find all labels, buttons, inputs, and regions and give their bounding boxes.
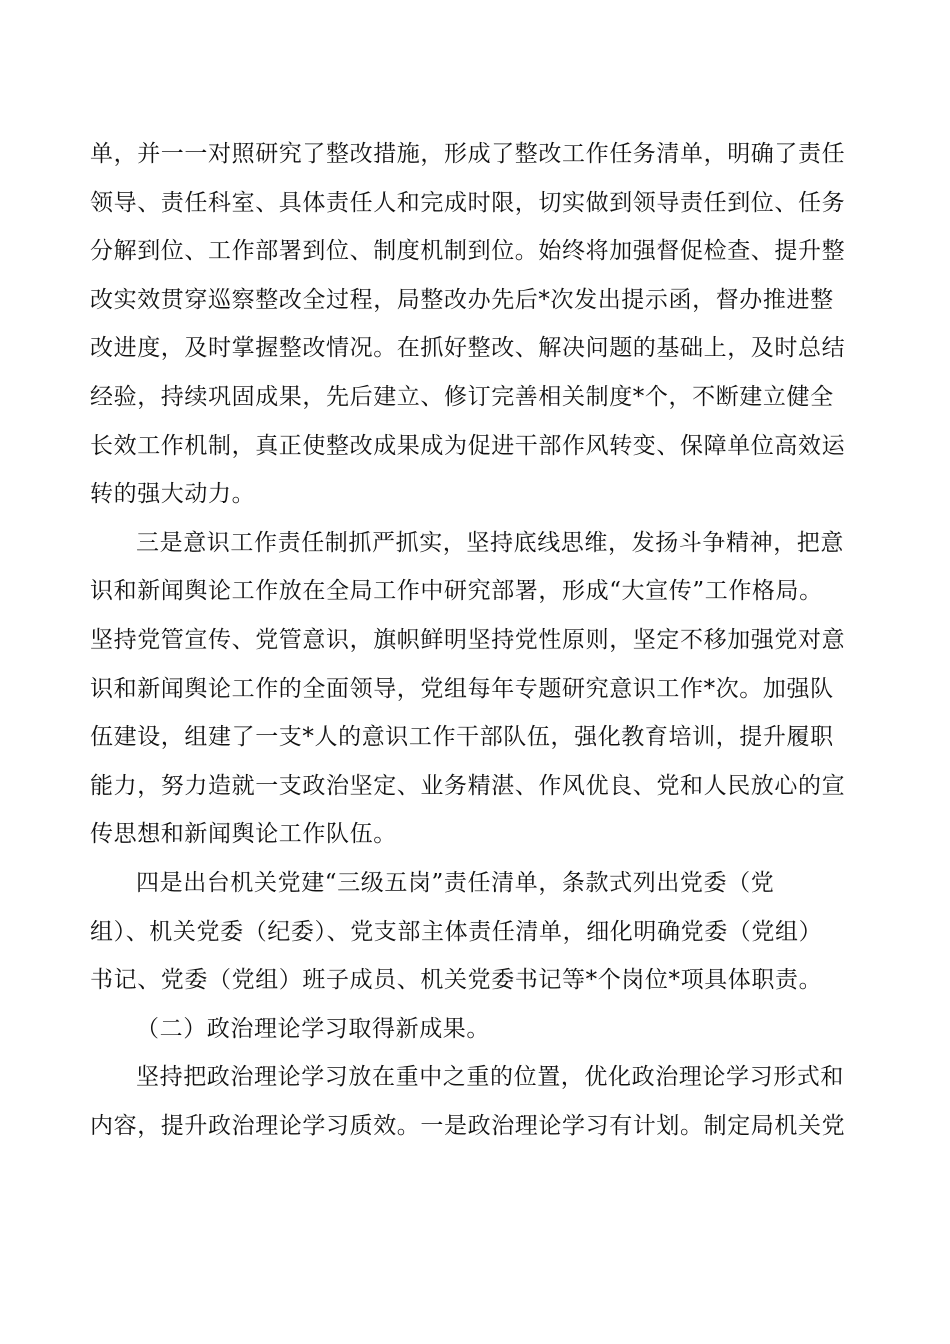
heading-text: （二）政治理论学习取得新成果。 [136,1015,490,1042]
text-line: 能力，努力造就一支政治坚定、业务精湛、作风优良、党和人民放心的宣 [90,772,846,799]
text-line: 改进度，及时掌握整改情况。在抓好整改、解决问题的基础上，及时总结 [90,335,846,362]
text-line: 分解到位、工作部署到位、制度机制到位。始终将加强督促检查、提升整 [90,238,846,265]
text-line: 三是意识工作责任制抓严抓实，坚持底线思维，发扬斗争精神，把意 [136,529,844,556]
text-line: 内容，提升政治理论学习质效。一是政治理论学习有计划。制定局机关党 [90,1112,846,1139]
text-line: 经验，持续巩固成果，先后建立、修订完善相关制度*个，不断建立健全 [90,383,834,410]
text-line: 传思想和新闻舆论工作队伍。 [90,821,397,848]
text-line: 识和新闻舆论工作放在全局工作中研究部署，形成“大宣传”工作格局。 [90,578,823,605]
text-line: 坚持把政治理论学习放在重中之重的位置，优化政治理论学习形式和 [136,1064,844,1091]
text-line: 单，并一一对照研究了整改措施，形成了整改工作任务清单，明确了责任 [90,141,846,167]
paragraph-rectification-continuation [90,130,870,519]
paragraph-ideology-responsibility [90,519,870,859]
text-line: 组）、机关党委（纪委）、党支部主体责任清单，细化明确党委（党组） [90,918,823,945]
text-line: 书记、党委（党组）班子成员、机关党委书记等*个岗位*项具体职责。 [90,967,823,994]
text-line: 转的强大动力。 [90,481,256,508]
text-line: 长效工作机制，真正使整改成果成为促进干部作风转变、保障单位高效运 [90,432,846,459]
text-line: 坚持党管宣传、党管意识，旗帜鲜明坚持党性原则，坚定不移加强党对意 [90,626,846,653]
section-heading [90,1005,870,1054]
document-body [90,130,870,1150]
paragraph-party-building-list [90,859,870,1005]
text-line: 领导、责任科室、具体责任人和完成时限，切实做到领导责任到位、任务 [90,189,846,216]
text-line: 识和新闻舆论工作的全面领导，党组每年专题研究意识工作*次。加强队 [90,675,834,702]
text-line: 伍建设，组建了一支*人的意识工作干部队伍，强化教育培训，提升履职 [90,724,834,751]
text-line: 改实效贯穿巡察整改全过程，局整改办先后*次发出提示函，督办推进整 [90,286,834,313]
paragraph-theory-study [90,1053,870,1150]
text-line: 四是出台机关党建“三级五岗”责任清单，条款式列出党委（党 [136,869,775,896]
